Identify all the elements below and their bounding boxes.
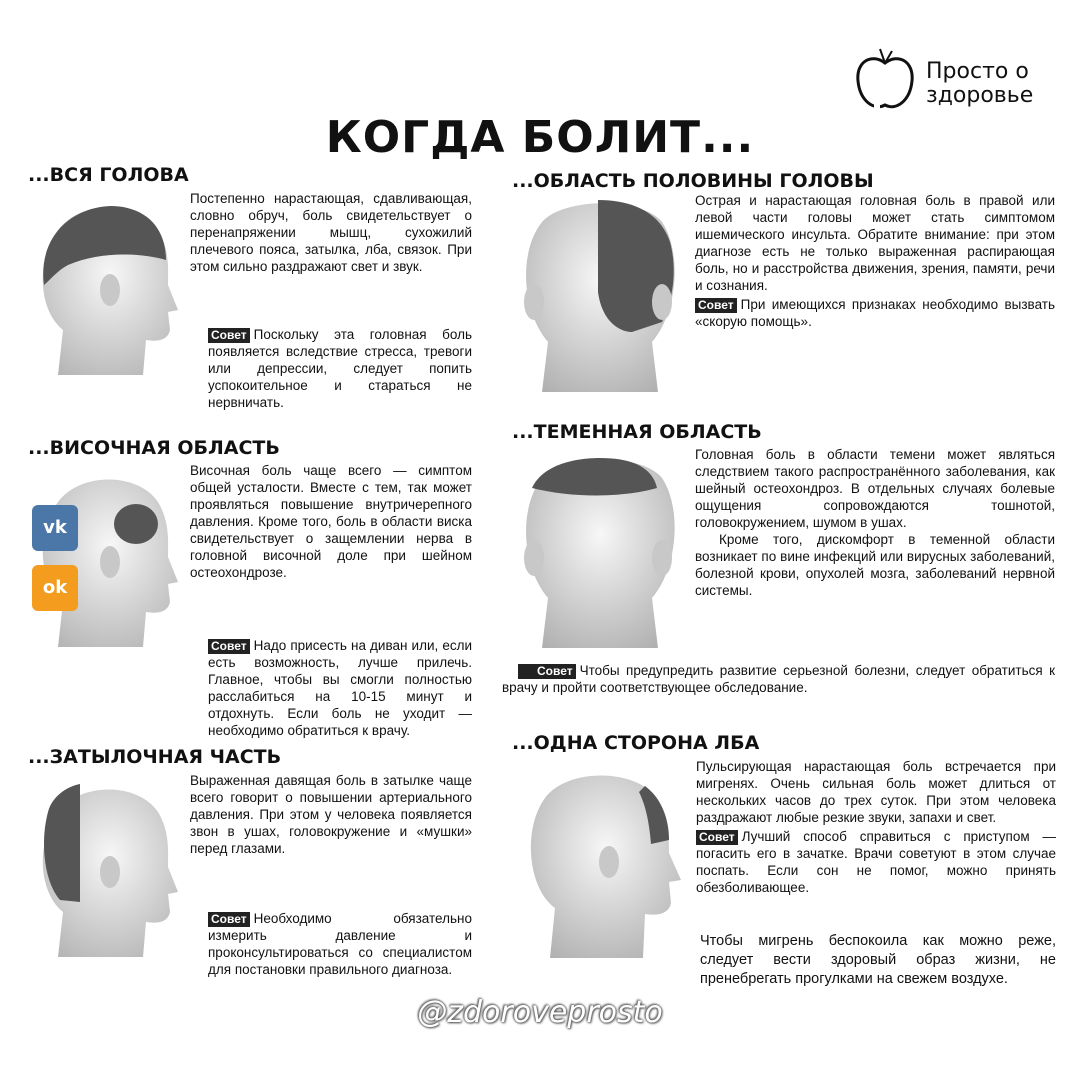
body-text: Постепенно нарастающая, сдавливающая, словно обруч, боль свидетельствует о перенапряжении мышц, сухожилий плечевого пояса, затылка, лба, связок. При этом сильно раздражают свет и звук. — [190, 191, 472, 274]
section-body-occipital — [190, 772, 472, 857]
tip-badge: Совет — [208, 912, 250, 927]
head-illustration-forehead — [505, 758, 695, 958]
tip-text: При имеющихся признаках необходимо вызвать «скорую помощь». — [695, 297, 1055, 329]
logo-text — [926, 60, 1033, 108]
section-body-parietal — [695, 446, 1055, 599]
brand-logo — [850, 40, 1070, 120]
section-body-whole-head — [190, 190, 472, 275]
ok-share-button[interactable] — [32, 565, 78, 611]
tip-badge: Совет — [695, 298, 737, 313]
tip-badge: Совет — [696, 830, 738, 845]
section-footer-forehead — [500, 932, 1056, 989]
vk-share-button[interactable] — [32, 505, 78, 551]
tip-text: Поскольку эта головная боль появляется вследствие стресса, тревоги или депрессии, следует попить успокоительное и стараться не нервничать. — [208, 327, 472, 410]
vk-icon: vk — [43, 517, 67, 538]
logo-line-1: Просто о — [926, 59, 1029, 84]
section-tip-parietal — [502, 662, 1055, 696]
tip-text: Чтобы предупредить развитие серьезной болезни, следует обратиться к врачу и пройти соответствующее обследование. — [502, 663, 1055, 695]
head-illustration-half — [512, 192, 687, 392]
watermark: @zdoroveprosto — [417, 995, 663, 1030]
logo-line-2: здоровье — [926, 83, 1034, 108]
section-body-temporal — [190, 462, 472, 581]
body-text: Пульсирующая нарастающая боль встречается при мигренях. Очень сильная боль может длиться от нескольких часов до трех суток. При этом человека раздражают любые резкие звуки, запахи и свет. — [696, 759, 1056, 825]
head-illustration-parietal — [512, 448, 687, 648]
section-title-occipital: ...ЗАТЫЛОЧНАЯ ЧАСТЬ — [28, 746, 282, 768]
body-text-2: Кроме того, дискомфорт в теменной области возникает по вине инфекций или вирусных заболеваний, болезной крови, опухолей мозга, заболеваний нервной системы. — [695, 532, 1055, 598]
section-title-half-head: ...ОБЛАСТЬ ПОЛОВИНЫ ГОЛОВЫ — [512, 170, 874, 192]
section-title-parietal: ...ТЕМЕННАЯ ОБЛАСТЬ — [512, 421, 762, 443]
page-title: КОГДА БОЛИТ... — [325, 112, 755, 163]
section-body-forehead — [696, 758, 1056, 896]
apple-logo-icon — [850, 45, 920, 115]
ok-icon: ok — [42, 577, 68, 598]
tip-badge: Совет — [518, 664, 576, 679]
body-text: Височная боль чаще всего — симптом общей усталости. Вместе с тем, так может проявляться повышение внутричерепного давления. Кроме того, боль в области виска свидетельствует о защемлении нерва в головной височной доле при шейном остеохондрозе. — [190, 463, 472, 580]
head-illustration-temporal — [18, 462, 188, 647]
body-text: Выраженная давящая боль в затылке чаще всего говорит о повышении артериального давления. При этом у человека появляется звон в ушах, головокружение и «мушки» перед глазами. — [190, 773, 472, 856]
section-tip-temporal — [18, 637, 472, 739]
tip-text: Необходимо обязательно измерить давление и проконсультироваться со специалистом для постановки правильного диагноза. — [208, 911, 472, 977]
tip-badge: Совет — [208, 639, 250, 654]
body-text: Острая и нарастающая головная боль в правой или левой части головы может стать симптомом ишемического инсульта. Обратите внимание: при этом диагнозе есть не только выраженная распирающая боль, но и расстройства движения, зрения, памяти, речи и сознания. — [695, 193, 1055, 293]
section-title-whole-head: ...ВСЯ ГОЛОВА — [28, 164, 189, 186]
section-body-half-head — [695, 192, 1055, 330]
tip-badge: Совет — [208, 328, 250, 343]
section-title-temporal: ...ВИСОЧНАЯ ОБЛАСТЬ — [28, 437, 280, 459]
section-tip-occipital — [18, 910, 472, 978]
footer-text: Чтобы мигрень беспокоила как можно реже, следует вести здоровый образ жизни, не пренебрегать прогулками на свежем воздухе. — [700, 933, 1056, 987]
tip-text: Надо присесть на диван или, если есть возможность, лучше прилечь. Главное, чтобы вы смогли полностью расслабиться на 10-15 минут и отдохнуть. Если боль не уходит — необходимо обратиться к врачу. — [208, 638, 472, 738]
section-tip-whole-head — [18, 326, 472, 411]
section-title-forehead: ...ОДНА СТОРОНА ЛБА — [512, 732, 760, 754]
body-text: Головная боль в области темени может являться следствием такого распространённого заболевания, как шейный остеохондроз. В отдельных случаях болевые ощущения сопровождаются тошнотой, головокружением, шумом в ушах. — [695, 447, 1055, 530]
tip-text: Лучший способ справиться с приступом — погасить его в зачатке. Врачи советуют в этом случае поспать. Если сон не помог, можно принять обезболивающее. — [696, 829, 1056, 895]
